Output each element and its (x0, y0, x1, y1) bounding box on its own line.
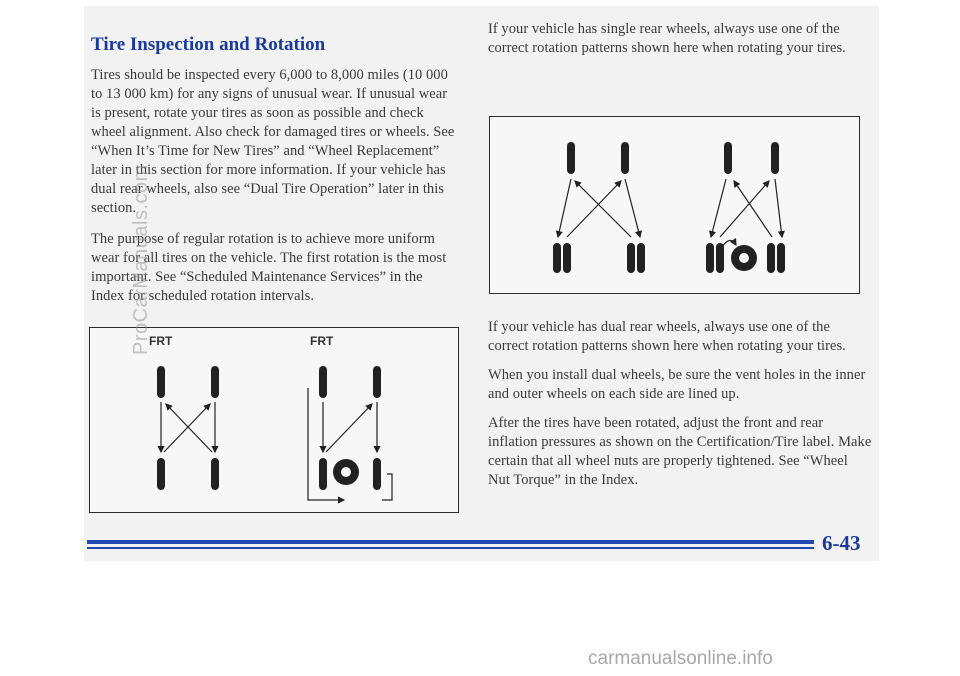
right-column (488, 20, 873, 68)
tire-front-right (211, 366, 219, 398)
dual-pattern-x (157, 366, 219, 490)
single-pattern-spare (706, 142, 785, 273)
single-rear-rotation-diagram (490, 117, 859, 293)
tire-front-right (621, 142, 629, 174)
tire-rear-left-inner (716, 243, 724, 273)
tire-rear-right-inner (627, 243, 635, 273)
tire-rear-right (373, 458, 381, 490)
tire-rear-right-outer (777, 243, 785, 273)
tire-front-left (157, 366, 165, 398)
single-rear-rotation-figure (489, 116, 860, 294)
bottom-watermark: carmanualsonline.info (588, 648, 773, 669)
front-label-right: FRT (310, 334, 334, 348)
paragraph-inflation: After the tires have been rotated, adjust the front and rear inflation pressures as shown on the Certification/Tire label. Make certain that all wheel nuts are properly tightened. See “Wheel Nut Torque” in the Index. (488, 415, 872, 488)
tire-rear-right-outer (637, 243, 645, 273)
tire-rear-left (157, 458, 165, 490)
front-label-left: FRT (149, 334, 173, 348)
dual-rear-rotation-diagram (90, 328, 458, 512)
tire-front-left (567, 142, 575, 174)
side-watermark: ProCarManuals.com (130, 164, 152, 355)
paragraph-purpose: The purpose of regular rotation is to achieve more uniform wear for all tires on the vehicle. The first rotation is the most important. See “Scheduled Maintenance Services” in the Index for scheduled rotation intervals. (91, 231, 447, 304)
section-title: Tire Inspection and Rotation (91, 34, 326, 55)
tire-front-left (319, 366, 327, 398)
paragraph-single-rear: If your vehicle has single rear wheels, always use one of the correct rotation patterns shown here when rotating your tires. (488, 21, 846, 56)
footer-rule-thin (87, 547, 814, 549)
right-column-lower (488, 318, 873, 500)
tire-front-right (771, 142, 779, 174)
paragraph-inspection: Tires should be inspected every 6,000 to 8,000 miles (10 000 to 13 000 km) for any signs of unusual wear. If unusual wear is present, rotate your tires as soon as possible and check wheel alignment. Also check for damaged tires or wheels. See “When It’s Time for New Tires” and “Wheel Replacement” later in this section for more information. If your vehicle has dual rear wheels, also see “Dual Tire Operation” later in this section. (91, 67, 455, 216)
tire-front-left (724, 142, 732, 174)
paragraph-dual-rear: If your vehicle has dual rear wheels, always use one of the correct rotation patterns shown here when rotating your tires. (488, 319, 846, 354)
tire-rear-left-inner (563, 243, 571, 273)
tire-rear-left (319, 458, 327, 490)
dual-pattern-spare (308, 366, 392, 500)
tire-rear-right (211, 458, 219, 490)
single-pattern-x (553, 142, 645, 273)
tire-rear-right-inner (767, 243, 775, 273)
tire-rear-left-outer (553, 243, 561, 273)
tire-front-right (373, 366, 381, 398)
tire-rear-left-outer (706, 243, 714, 273)
footer-rule-thick (87, 540, 814, 544)
page-number: 6-43 (822, 531, 861, 555)
paragraph-vent-holes: When you install dual wheels, be sure the vent holes in the inner and outer wheels on each side are lined up. (488, 367, 866, 402)
